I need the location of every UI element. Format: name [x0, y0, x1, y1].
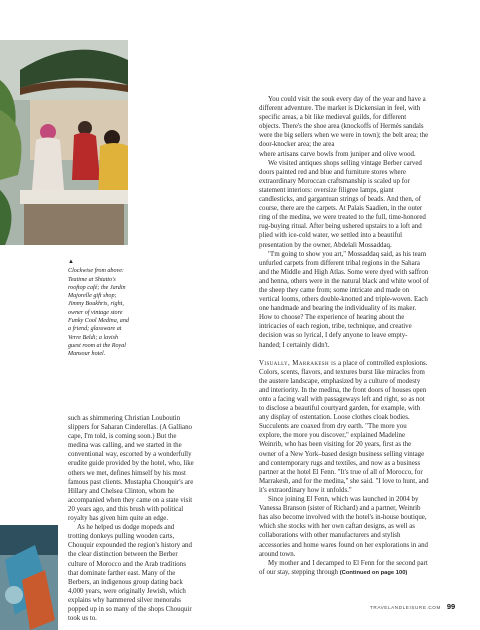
caption-text: Clockwise from above: Teatime at Shtatto's rooftop café; the Jardin Majorelle gift shop; Jimmy Boukhris, right, owner of vintage store Funky Cool Medina, and a friend; glassware at Verre Beldi; a lavish guest room at the Royal Mansour hotel. — [68, 268, 129, 358]
caption-triangle-icon: ▲ — [68, 259, 74, 265]
glassware-photo — [0, 525, 58, 630]
rooftop-cafe-photo — [0, 40, 128, 245]
right-paragraph-6 — [259, 559, 429, 578]
folio-website: TRAVELANDLEISURE.COM — [370, 605, 441, 610]
page-number: 99 — [446, 602, 456, 611]
section-lead-in: Visually, Marrakesh is — [259, 359, 337, 367]
left-paragraph-2: As he helped us dodge mopeds and trotting donkeys pulling wooden carts, Chouquir expounded the region's history and the clear distinction between the Berber culture of Morocco and the Arab traditions that dominate farther east. Many of the Berbers, an indigenous group dating back 4,000 years, were originally Jewish, which explains why hammered silver menorahs popped up in so many of the shops Chouquir took us to. — [68, 524, 192, 623]
right-text-column — [259, 95, 429, 578]
photo-caption — [68, 258, 130, 359]
section-break — [259, 350, 429, 359]
right-paragraph-4-body: a place of controlled explosions. Colors, scents, flavors, and textures burst like miracles from the austere landscape, emphasized by a culture of modesty and interiority. In the medina, the front doors of houses open onto a facing wall with passageways left and right, so as not to disclose a beautiful courtyard garden, for example, with any display of ostentation. Loose clothes cloak bodies. Succulents are coaxed from dry earth. "The more you explore, the more you discover," explained Madeline Weinrib, who has been visiting for 20 years, first as the owner of a New York–based design business selling vintage and contemporary rugs and textiles, and now as a business partner at the hotel El Fenn. "It's true of all of Morocco, for Marrakesh, and for the medina," she said. "I love to hunt, and it's extraordinary how it unfolds." — [259, 359, 429, 494]
continued-link[interactable]: (Continued on page 100) — [339, 569, 408, 576]
left-text-column — [68, 414, 195, 623]
right-paragraph-6-body: My mother and I decamped to El Fenn for the second part of our stay, stepping through — [259, 559, 428, 576]
right-paragraph-1: You could visit the souk every day of the year and have a different adventure. The market is Dickensian in feel, with specific areas, a bit like medieval guilds, for different objects. There's the shoe area (knockoffs of Hermès sandals were the big sellers when we were in town); the belt area; the door-knocker area; the area — [259, 96, 429, 149]
right-paragraph-5: Since joining El Fenn, which was launched in 2004 by Vanessa Branson (sister of Richard) and a partner, Weinrib has also become involved with the hotel's in-house boutique, which she stocks with her own caftan designs, as well as collaborations with other manufacturers and stylish accessories and home wares found on her explorations in and around town. — [259, 496, 428, 558]
right-paragraph-4 — [259, 359, 429, 495]
left-paragraph-1: such as shimmering Christian Louboutin slippers for Saharan Cinderellas. (A Galliano cape, I'm told, is coming soon.) But the medina was calling, and we started in the conventional way, escorted by a wonderfully erudite guide provided by the hotel, who, like others we met, defines himself by his most famous past clients. Mustapha Chouquir's are Hillary and Chelsea Clinton, whom he accompanied when they came on a state visit 20 years ago, and this brush with political royalty has given him quite an edge. — [68, 415, 194, 523]
right-paragraph-2: We visited antiques shops selling vintage Berber carved doors painted red and blue and furniture stores where extraordinary Moroccan craftsmanship is scaled up for statement interiors: oversize filigree lamps, giant candlesticks, and gargantuan strings of beads. And then, of course, there are the carpets. At Palais Saadien, in the outer ring of the medina, we were treated to the full, time-honored rug-buying ritual. After being ushered upstairs to a loft and plied with ice-cold water, we settled into a beautiful presentation by the owner, Abdelali Mossaddaq. — [259, 159, 426, 249]
right-paragraph-3: "I'm going to show you art," Mossaddaq said, as his team unfurled carpets from different tribal regions in the Sahara and the Middle and High Atlas. Some were dyed with saffron and henna, others were in the natural black and white wool of the sheep they came from; some intricate and made on vertical looms, others double-knotted and triple-woven. Each one handmade and bearing the individuality of its maker. How to choose? The experience of hearing about the intricacies of each region, tribe, technique, and creative decision was so lyrical, I defy anyone to leave empty-handed; I certainly didn't. — [259, 250, 429, 349]
page-folio — [370, 596, 456, 614]
right-paragraph-1b: where artisans carve bowls from juniper and olive wood. — [259, 150, 416, 158]
